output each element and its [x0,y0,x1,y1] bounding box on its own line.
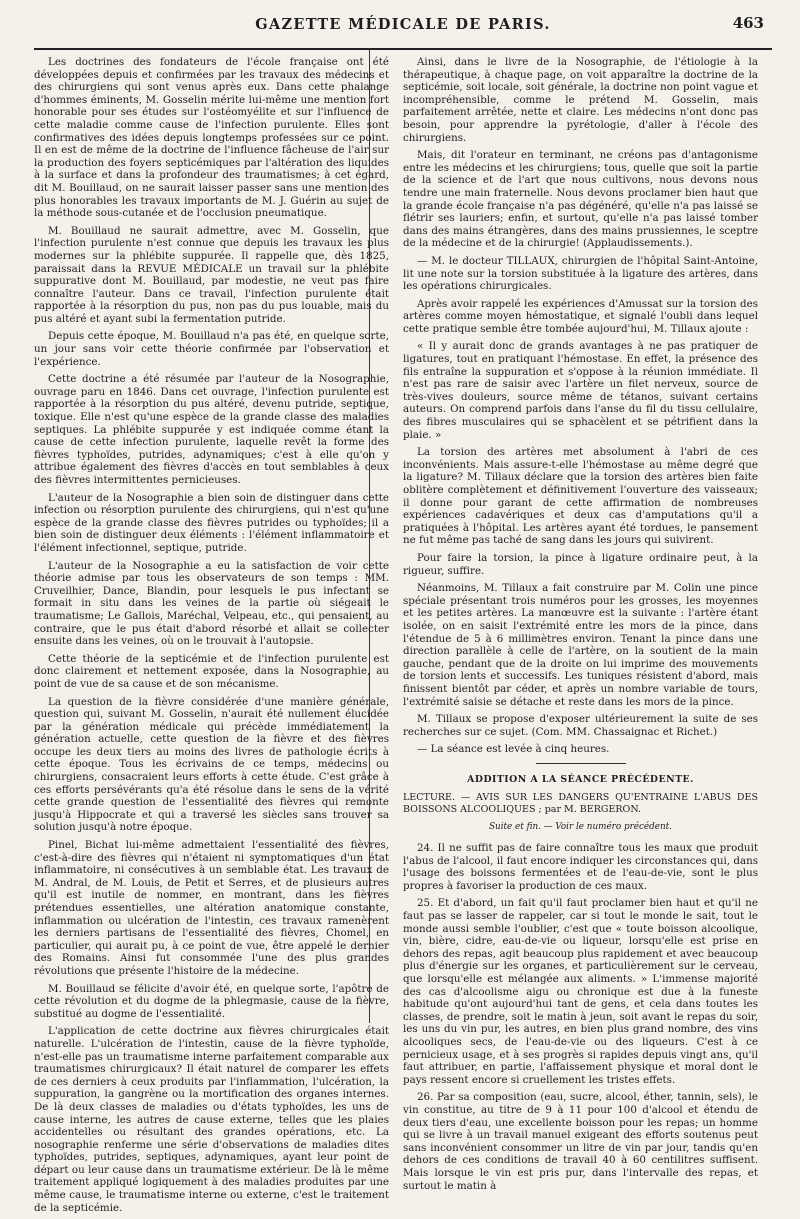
columns [34,56,772,1219]
numbered-paragraph: 25. Et d'abord, un fait qu'il faut proclamer bien haut et qu'il ne faut pas se lasser de rappeler, car si tout le monde le sait, tout le monde aussi semble l'oublier, c'est que « toute boisson alcoolique, vin, bière, cidre, eau-de-vie ou liqueur, lorsqu'elle est prise en dehors des repas, agit beaucoup plus rapidement et avec beaucoup plus d'énergie sur les organes, et particulièrement sur le cerveau, que lorsqu'elle est mélangée aux aliments. » L'immense majorité des cas d'alcoolisme aigu ou chronique est due à la funeste habitude qu'ont aujourd'hui tant de gens, et cela dans toutes les classes, de prendre, soit le matin à jeun, soit avant le repas du soir, les uns du vin pur, les autres, en bien plus grand nombre, des vins alcooliques secs, de l'eau-de-vie ou des liqueurs. C'est à ce pernicieux usage, et à ses progrès si rapides depuis vingt ans, qu'il faut attribuer, en partie, l'affaissement physique et moral dont le pays ressent encore si cruellement les tristes effets. [403,897,758,1086]
paragraph: M. Tillaux se propose d'exposer ultérieurement la suite de ses recherches sur ce sujet. (Com. MM. Chassaignac et Richet.) [403,713,758,738]
session-closed-note: — La séance est levée à cinq heures. [417,743,610,756]
page-number: 463 [732,14,764,32]
numbered-paragraph: 26. Par sa composition (eau, sucre, alcool, éther, tannin, sels), le vin constitue, au titre de 9 à 11 pour 100 d'alcool et étendu de deux tiers d'eau, une excellente boisson pour les repas; un homme qui se livre à un travail manuel exigeant des efforts soutenus peut sans inconvénient consommer un litre de vin par jour, tandis qu'en dehors de ces conditions de travail 40 à 60 centilitres suffisent. Mais lorsque le vin est pris pur, dans l'intervalle des repas, et surtout le matin à [403,1091,758,1192]
paragraph: Néanmoins, M. Tillaux a fait construire par M. Colin une pince spéciale présentant trois numéros pour les grosses, les moyennes et les petites artères. La manœuvre est la suivante : l'artère étant isolée, on en saisit l'extrémité entre les mors de la pince, dans l'étendue de 5 à 6 millimètres environ. Tenant la pince dans une direction parallèle à celle de l'artère, on la soutient de la main gauche, pendant que de la droite on lui imprime des mouvements de torsion lents et successifs. Les tuniques résistent d'abord, mais finissent bientôt par céder, et après un nombre variable de tours, l'extrémité saisie se détache et reste dans les mors de la pince. [403,582,758,708]
paragraph: Mais, dit l'orateur en terminant, ne créons pas d'antagonisme entre les médecins et les chirurgiens; tous, quelle que soit la partie de la science et de l'art que nous cultivons, nous devons nous tendre une main fraternelle. Nous devons proclamer bien haut que la grande école française n'a pas dégénéré, qu'elle n'a pas laissé se flétrir ses lauriers; enfin, et surtout, qu'elle n'a pas laissé tomber dans des mains étrangères, dans des mains prussiennes, le sceptre de la médecine et de la chirurgie! (Applaudissements.). [403,149,758,250]
section-title: ADDITION A LA SÉANCE PRÉCÉDENTE. [467,773,694,785]
quotation-paragraph: « Il y aurait donc de grands avantages à ne pas pratiquer de ligatures, tout en pratiquant l'hémostase. En effet, la présence des fils entraîne la suppuration et s'oppose à la réunion immédiate. Il n'est pas rare de saisir avec l'artère un filet nerveux, source de très-vives douleurs, source même de tétanos, suivant certains auteurs. On comprend parfois dans l'anse du fil du tissu cellulaire, des fibres musculaires qui se sphacèlent et se pétrifient dans la plaie. » [403,340,758,441]
paragraph: M. Bouillaud ne saurait admettre, avec M. Gosselin, que l'infection purulente n'est connue que depuis les travaux les plus modernes sur la phlébite suppurée. Il rappelle que, dès 1825, paraissait dans la REVUE MÉDICALE un travail sur la phlébite suppurative dont M. Bouillaud, par modestie, ne veut pas faire connaître l'auteur. Dans ce travail, l'infection purulente était rapportée à la résorption du pus, non pas du pus louable, mais du pus altéré et ayant subi la fermentation putride. [34,224,389,325]
paragraph: Pour faire la torsion, la pince à ligature ordinaire peut, à la rigueur, suffire. [403,551,758,577]
paragraph: Les doctrines des fondateurs de l'école française ont été développées depuis et confirmées par les travaux des médecins et des chirurgiens qui sont venus après eux. Dans cette phalange d'hommes éminents, M. Gosselin mérite lui-même une mention fort honorable pour ses études sur l'ostéomyélite et sur l'influence de cette maladie comme cause de l'infection purulente. Elles sont confirmatives des idées depuis longtemps professées sur ce point. Il en est de même de la doctrine de l'influence fâcheuse de l'air sur la production des foyers septicémiques par l'altération des liquides à la surface et dans la profondeur des traumatismes; à cet égard, dit M. Bouillaud, on ne saurait laisser passer sans une mention des plus honorables les travaux importants de M. J. Guérin au sujet de la méthode sous-cutanée et de l'occlusion pneumatique. [34,56,389,220]
paragraph: Cette doctrine a été résumée par l'auteur de la Nosographie, ouvrage paru en 1846. Dans cet ouvrage, l'infection purulente est rapportée à la résorption du pus altéré, devenu putride, septique, toxique. Elle n'est qu'une espèce de la grande classe des maladies septiques. La phlébite suppurée y est indiquée comme étant la cause de cette infection purulente, laquelle revêt la forme des fièvres typhoïdes, putrides, adynamiques; c'est à elle qu'on y attribue également des fièvres d'accès en tout semblables à ceux des fièvres intermittentes pernicieuses. [34,373,389,486]
section-separator [536,763,626,764]
paragraph: Après avoir rappelé les expériences d'Amussat sur la torsion des artères comme moyen hémostatique, et signalé l'oubli dans lequel cette pratique semble être tombée aujourd'hui, M. Tillaux ajoute : [403,297,758,335]
paragraph: — M. le docteur TILLAUX, chirurgien de l'hôpital Saint-Antoine, lit une note sur la torsion substituée à la ligature des artères, dans les opérations chirurgicales. [403,254,758,293]
numbered-paragraph: 24. Il ne suffit pas de faire connaître tous les maux que produit l'abus de l'alcool, il faut encore indiquer les circonstances qui, dans l'usage des boissons fermentées et de l'eau-de-vie, sont le plus propres à favoriser la production de ces maux. [403,842,758,892]
paragraph: L'auteur de la Nosographie a bien soin de distinguer dans cette infection ou résorption purulente des chirurgiens, qui n'est qu'une espèce de la grande classe des fièvres putrides ou typhoïdes; il a bien soin de distinguer deux éléments : l'élément inflammatoire et l'élément infectionnel, septique, putride. [34,491,389,554]
paragraph: Cette théorie de la septicémie et de l'infection purulente est donc clairement et nettement exposée, dans la Nosographie, au point de vue de sa cause et de son mécanisme. [34,652,389,690]
continuation-note: Suite et fin. — Voir le numéro précédent. [489,822,672,833]
paragraph: L'application de cette doctrine aux fièvres chirurgicales était naturelle. L'ulcération de l'intestin, cause de la fièvre typhoïde, n'est-elle pas un traumatisme interne parfaitement comparable aux traumatismes chirurgicaux? Il était naturel de comparer les effets de ces derniers à ceux produits par l'inflammation, l'ulcération, la suppuration, la gangrène ou la mortification des organes internes. De là deux classes de maladies ou d'états typhoïdes, les uns de cause interne, les autres de cause externe, telles que les plaies accidentelles ou résultant des grandes opérations, etc. La nosographie renferme une série d'observations de maladies dites typhoïdes, putrides, septiques, adynamiques, ayant leur point de départ ou leur cause dans un traumatisme extérieur. De là le même traitement appliqué logiquement à des maladies produites par une même cause, le traumatisme interne ou externe, c'est le traitement de la septicémie. [34,1025,389,1214]
paragraph: Depuis cette époque, M. Bouillaud n'a pas été, en quelque sorte, un jour sans voir cette théorie confirmée par l'observation et l'expérience. [34,330,389,368]
header-rule [34,48,772,50]
paragraph: La question de la fièvre considérée d'une manière générale, question qui, suivant M. Gosselin, n'aurait été nullement élucidée par la génération médicale qui précède immédiatement la génération actuelle, cette question de la fièvre et des fièvres occupe les deux tiers au moins des livres de pathologie écrits à cette époque. Tous les écrivains de ce temps, médecins ou chirurgiens, consacraient leurs efforts à cette étude. C'est grâce à ces efforts persévérants qu'a été résolue dans le sens de la vérité cette grande question de l'essentialité des fièvres qui remonte jusqu'à Hippocrate et qui a traversé les siècles sans trouver sa solution jusqu'à notre époque. [34,695,389,834]
paragraph: Pinel, Bichat lui-même admettaient l'essentialité des fièvres, c'est-à-dire des fièvres qui n'étaient ni symptomatiques d'un état inflammatoire, ni consécutives à un semblable état. Les travaux de M. Andral, de M. Louis, de Petit et Serres, et de plusieurs autres qu'il est inutile de nommer, en montrant, dans les fièvres prétendues essentielles, une altération anatomique constante, inflammation ou ulcération de l'intestin, ces travaux ramenèrent les derniers partisans de l'essentialité des fièvres, Chomel, en particulier, qui aurait pu, à ce point de vue, être appelé le dernier des Romains. Ainsi fut consommée l'une des plus grandes révolutions que présente l'histoire de la médecine. [34,839,389,977]
paragraph: Ainsi, dans le livre de la Nosographie, de l'étiologie à la thérapeutique, à chaque page, on voit apparaître la doctrine de la septicémie, soit locale, soit générale, la doctrine non point vague et incompréhensible, comme le prétend M. Gosselin, mais parfaitement arrêtée, nette et claire. Les médecins n'ont donc pas besoin, pour apprendre la pyrétologie, d'aller à l'école des chirurgiens. [403,56,758,144]
left-column [34,56,389,1219]
page-header [34,14,772,36]
lecture-heading: LECTURE. — AVIS SUR LES DANGERS QU'ENTRAINE L'ABUS DES BOISSONS ALCOOLIQUES ; par M. BERGERON. [403,792,758,816]
paragraph: La torsion des artères met absolument à l'abri de ces inconvénients. Mais assure-t-elle l'hémostase au même degré que la ligature? M. Tillaux déclare que la torsion des artères bien faite oblitère complètement et définitivement l'ouverture des vaisseaux; il donne pour garant de cette affirmation de nombreuses expériences cadavériques et deux cas d'amputations qu'il a pratiquées à l'hôpital. Les artères ayant été tordues, le pansement ne fut même pas taché de sang dans les jours qui suivirent. [403,446,758,547]
right-column [403,56,758,1219]
paragraph: L'auteur de la Nosographie a eu la satisfaction de voir cette théorie admise par tous les observateurs de son temps : MM. Cruveilhier, Dance, Blandin, pour lesquels le pus infectant se formait in situ dans les veines de la partie où siégeait le traumatisme; Le Gallois, Maréchal, Velpeau, etc., qui pensaient, au contraire, que le pus était d'abord résorbé et allait se collecter ensuite dans les veines, où on le trouvait à l'autopsie. [34,559,389,648]
paragraph: M. Bouillaud se félicite d'avoir été, en quelque sorte, l'apôtre de cette révolution et du dogme de la phlegmasie, cause de la fièvre, substitué au dogme de l'essentialité. [34,982,389,1020]
running-title: GAZETTE MÉDICALE DE PARIS. [255,16,551,33]
